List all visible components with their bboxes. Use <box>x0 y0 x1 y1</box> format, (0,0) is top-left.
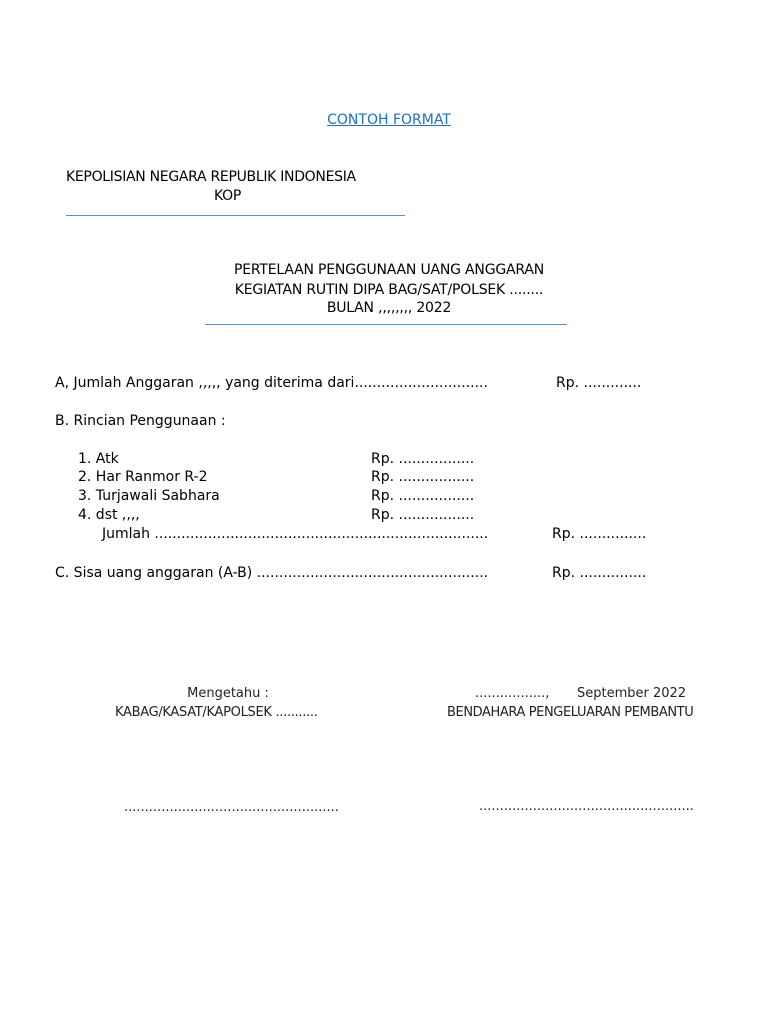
item-amount: Rp. ................. <box>371 451 475 467</box>
item-amount: Rp. ................. <box>371 488 475 504</box>
page-title: CONTOH FORMAT <box>327 112 451 128</box>
sign-right-place: ................., <box>475 686 550 701</box>
jumlah-amount: Rp. ............... <box>552 526 647 542</box>
kop-underline <box>66 215 405 216</box>
sign-right-title: BENDAHARA PENGELUARAN PEMBANTU <box>447 705 694 720</box>
item-amount: Rp. ................. <box>371 469 475 485</box>
item-amount: Rp. ................. <box>371 507 475 523</box>
section-a-label: A, Jumlah Anggaran ,,,,, yang diterima dari.............................. <box>55 375 488 391</box>
heading-line-3: BULAN ,,,,,,,, 2022 <box>326 300 452 316</box>
section-b-label: B. Rincian Penggunaan : <box>55 413 226 429</box>
section-a-amount: Rp. ............. <box>556 375 642 391</box>
item-label: 3. Turjawali Sabhara <box>78 488 220 504</box>
kop-label: KOP <box>214 188 241 204</box>
section-c-amount: Rp. ............... <box>552 565 647 581</box>
heading-line-1: PERTELAAN PENGGUNAAN UANG ANGGARAN <box>234 262 544 278</box>
item-label: 1. Atk <box>78 451 119 467</box>
sign-right-date: September 2022 <box>577 686 687 701</box>
section-c-label: C. Sisa uang anggaran (A-B) .................................................... <box>55 565 489 581</box>
item-label: 2. Har Ranmor R-2 <box>78 469 208 485</box>
heading-underline <box>205 324 567 325</box>
heading-line-2: KEGIATAN RUTIN DIPA BAG/SAT/POLSEK ........ <box>234 282 544 298</box>
jumlah-label: Jumlah ........................................................................... <box>102 526 489 542</box>
sign-left-title: KABAG/KASAT/KAPOLSEK ........... <box>115 705 318 720</box>
sign-left-line-1: Mengetahu : <box>187 686 269 701</box>
sign-right-signature-line: .................................................... <box>479 799 694 814</box>
org-name: KEPOLISIAN NEGARA REPUBLIK INDONESIA <box>66 169 356 185</box>
item-label: 4. dst ,,,, <box>78 507 140 523</box>
sign-left-signature-line: .................................................... <box>124 800 339 815</box>
